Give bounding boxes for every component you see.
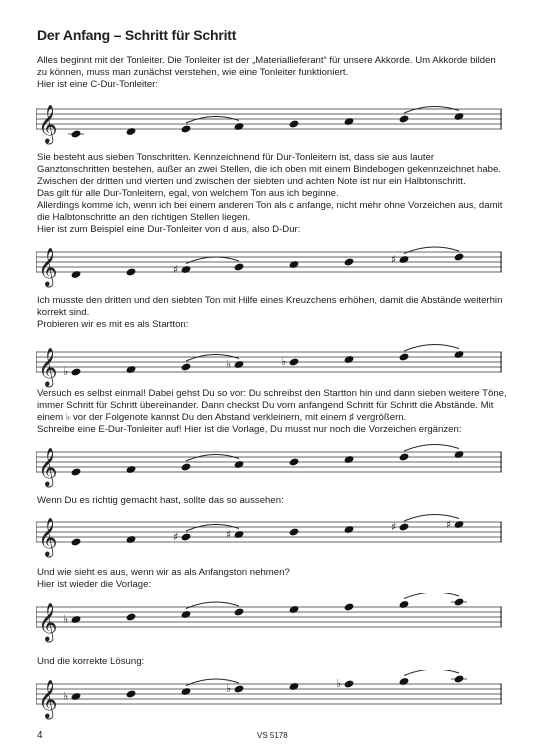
note-head bbox=[71, 615, 82, 624]
paragraph: Hier ist wieder die Vorlage: bbox=[37, 579, 152, 590]
music-staff-ab-major bbox=[36, 670, 502, 722]
page-number: 4 bbox=[37, 730, 43, 741]
sharp-sign-icon: ♯ bbox=[391, 520, 397, 534]
note-head bbox=[289, 357, 300, 366]
note-head bbox=[454, 350, 465, 359]
note-head bbox=[399, 677, 410, 686]
note-head bbox=[126, 127, 137, 136]
note-head bbox=[126, 365, 137, 374]
treble-clef-icon: 𝄞 bbox=[38, 347, 58, 386]
flat-sign-icon: ♭ bbox=[63, 365, 69, 378]
note-head bbox=[234, 460, 245, 469]
note-head bbox=[454, 520, 465, 529]
slur bbox=[404, 247, 459, 253]
note-head bbox=[234, 262, 245, 271]
treble-clef-icon: 𝄞 bbox=[38, 602, 58, 641]
note-head bbox=[234, 360, 245, 369]
note-head bbox=[181, 265, 192, 274]
text-block-2 bbox=[37, 152, 507, 236]
sharp-sign-icon: ♯ bbox=[173, 263, 179, 276]
flat-sign-icon: ♭ bbox=[226, 357, 232, 371]
note-head bbox=[289, 260, 300, 269]
flat-sign-icon: ♭ bbox=[63, 689, 69, 703]
note-head bbox=[289, 527, 300, 536]
note-head bbox=[454, 450, 465, 459]
note-head bbox=[71, 537, 82, 546]
treble-clef-icon: 𝄞 bbox=[38, 447, 58, 486]
note-head bbox=[234, 122, 245, 131]
note-head bbox=[399, 352, 410, 361]
paragraph: Und wie sieht es aus, wenn wir as als Anfangston nehmen? bbox=[37, 567, 290, 578]
note-head bbox=[344, 602, 355, 611]
note-head bbox=[71, 129, 82, 138]
paragraph: Sie besteht aus sieben Tonschritten. Kennzeichnend für Dur-Tonleitern ist, dass sie aus lauter Ganztonschritten bestehen, außer an zwei Stellen, die ich oben mit einem Bindebogen gekennzeichnet habe. Zwischen der dritten und vierten und zwischen der siebten und achten Note ist nur ein Halbtonschritt. bbox=[37, 152, 501, 187]
note-head bbox=[234, 607, 245, 616]
paragraph: Versuch es selbst einmal! Dabei gehst Du so vor: Du schreibst den Startton hin und dann sieben weitere Töne, immer Schritt für Schritt übereinander. Dann checkst Du vorn anfangend Schritt für Schritt die Abstände. Mit einem ♭ vor der Folgenote kannst Du den Abstand verkleinern, mit einem ♯ vergrößern. bbox=[37, 388, 507, 423]
sharp-sign-icon: ♯ bbox=[173, 530, 179, 544]
text-block-1 bbox=[37, 55, 507, 91]
note-head bbox=[399, 452, 410, 461]
music-staff-ab-template bbox=[36, 593, 502, 645]
note-head bbox=[181, 687, 192, 696]
slur bbox=[404, 107, 459, 113]
treble-clef-icon: 𝄞 bbox=[38, 104, 58, 143]
music-staff-e-template bbox=[36, 438, 502, 490]
paragraph: Hier ist zum Beispiel eine Dur-Tonleiter von d aus, also D-Dur: bbox=[37, 224, 301, 235]
slur bbox=[186, 602, 239, 608]
flat-sign-icon: ♭ bbox=[336, 677, 342, 690]
note-head bbox=[126, 535, 137, 544]
paragraph: Wenn Du es richtig gemacht hast, sollte das so aussehen: bbox=[37, 495, 284, 506]
text-block-7 bbox=[37, 656, 507, 668]
text-block-6 bbox=[37, 567, 507, 591]
note-head bbox=[234, 684, 245, 693]
text-block-3 bbox=[37, 295, 507, 331]
paragraph: Probieren wir es mit es als Startton: bbox=[37, 319, 189, 330]
paragraph: Und die korrekte Lösung: bbox=[37, 656, 145, 667]
note-head bbox=[289, 457, 300, 466]
page-title: Der Anfang – Schritt für Schritt bbox=[37, 27, 237, 43]
note-head bbox=[399, 114, 410, 123]
paragraph: Hier ist eine C-Dur-Tonleiter: bbox=[37, 79, 159, 90]
note-head bbox=[71, 270, 82, 279]
music-staff-eb-major bbox=[36, 338, 502, 390]
flat-sign-icon: ♭ bbox=[226, 682, 232, 695]
music-staff-c-major bbox=[36, 95, 502, 147]
note-head bbox=[126, 689, 137, 698]
note-head bbox=[454, 674, 465, 683]
note-head bbox=[454, 597, 465, 606]
note-head bbox=[71, 692, 82, 701]
note-head bbox=[181, 532, 192, 541]
note-head bbox=[181, 462, 192, 471]
paragraph: Allerdings komme ich, wenn ich bei einem anderen Ton als c anfange, nicht mehr ohne Vorzeichen aus, damit die Halbtonschritte an den richtigen Stellen liegen. bbox=[37, 200, 503, 223]
flat-sign-icon: ♭ bbox=[281, 355, 287, 368]
note-head bbox=[181, 362, 192, 371]
flat-sign-icon: ♭ bbox=[63, 612, 69, 626]
slur bbox=[404, 670, 459, 676]
slur bbox=[404, 445, 459, 451]
note-head bbox=[399, 522, 410, 531]
note-head bbox=[289, 605, 300, 614]
music-staff-e-major bbox=[36, 508, 502, 560]
slur bbox=[404, 345, 459, 351]
sharp-sign-icon: ♯ bbox=[391, 253, 397, 266]
note-head bbox=[126, 465, 137, 474]
note-head bbox=[289, 119, 300, 128]
text-block-5 bbox=[37, 495, 507, 507]
note-head bbox=[399, 255, 410, 264]
treble-clef-icon: 𝄞 bbox=[38, 247, 58, 286]
note-head bbox=[71, 367, 82, 376]
note-head bbox=[344, 257, 355, 266]
note-head bbox=[289, 682, 300, 691]
note-head bbox=[344, 117, 355, 126]
note-head bbox=[344, 679, 355, 688]
note-head bbox=[344, 355, 355, 364]
slur bbox=[186, 455, 239, 461]
note-head bbox=[181, 610, 192, 619]
note-head bbox=[344, 525, 355, 534]
note-head bbox=[344, 455, 355, 464]
slur bbox=[186, 257, 239, 263]
text-block-4 bbox=[37, 388, 507, 436]
sharp-sign-icon: ♯ bbox=[226, 528, 232, 541]
note-head bbox=[126, 267, 137, 276]
note-head bbox=[454, 112, 465, 121]
note-head bbox=[399, 600, 410, 609]
note-head bbox=[234, 530, 245, 539]
treble-clef-icon: 𝄞 bbox=[38, 679, 58, 718]
note-head bbox=[454, 252, 465, 261]
paragraph: Schreibe eine E-Dur-Tonleiter auf! Hier ist die Vorlage, Du musst nur noch die Vorzeichen ergänzen: bbox=[37, 424, 462, 435]
note-head bbox=[71, 467, 82, 476]
paragraph: Alles beginnt mit der Tonleiter. Die Tonleiter ist der „Materiallieferant“ für unsere Akkorde. Um Akkorde bilden zu können, muss man zunächst verstehen, wie eine Tonleiter funktioniert. bbox=[37, 55, 496, 78]
paragraph: Ich musste den dritten und den siebten Ton mit Hilfe eines Kreuzchens erhöhen, damit die Abstände weiterhin korrekt sind. bbox=[37, 295, 503, 318]
publisher-code: VS 5178 bbox=[257, 731, 288, 740]
sharp-sign-icon: ♯ bbox=[446, 518, 452, 531]
music-staff-d-major bbox=[36, 238, 502, 290]
slur bbox=[186, 117, 239, 123]
paragraph: Das gilt für alle Dur-Tonleitern, egal, von welchem Ton aus ich beginne. bbox=[37, 188, 339, 199]
slur bbox=[404, 593, 459, 599]
treble-clef-icon: 𝄞 bbox=[38, 517, 58, 556]
note-head bbox=[126, 612, 137, 621]
note-head bbox=[181, 124, 192, 133]
